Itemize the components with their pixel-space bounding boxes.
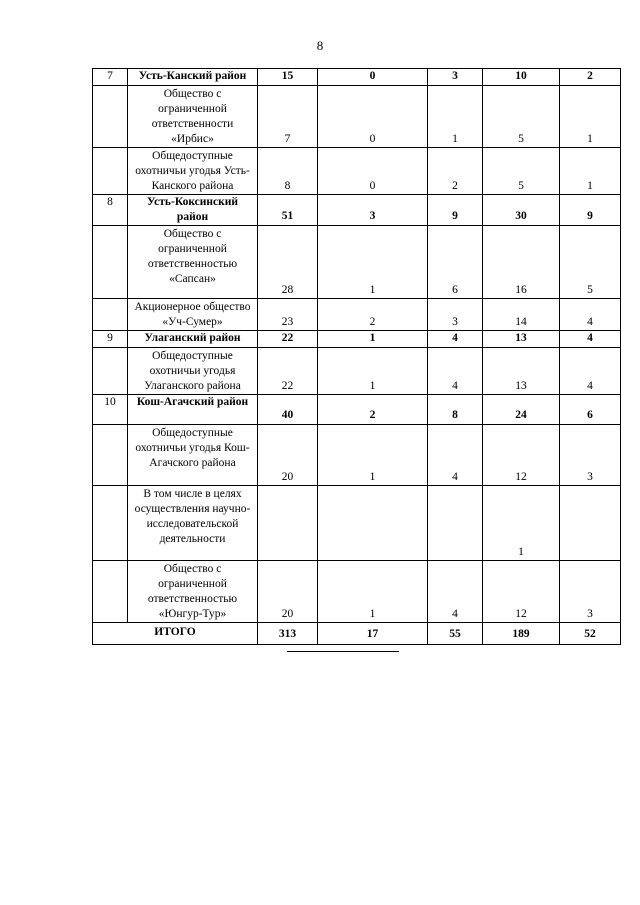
value-cell: 3 [318,195,428,226]
district-name: Улаганский район [128,331,258,348]
value-cell: 15 [258,69,318,86]
value-cell: 16 [483,226,560,299]
value-cell [560,486,621,561]
organization-name: Общество с ограниченной ответственностью «Сапсан» [128,226,258,299]
value-cell: 1 [318,425,428,486]
row-number [93,299,128,331]
value-cell: 5 [483,86,560,148]
value-cell: 14 [483,299,560,331]
value-cell: 2 [318,395,428,425]
total-label: ИТОГО [93,623,258,645]
organization-name: Общество с ограниченной ответственности «Ирбис» [128,86,258,148]
value-cell: 22 [258,331,318,348]
value-cell: 4 [428,561,483,623]
row-number [93,561,128,623]
value-cell [258,486,318,561]
row-number [93,148,128,195]
value-cell: 5 [483,148,560,195]
value-cell: 40 [258,395,318,425]
page-number: 8 [316,38,324,53]
value-cell: 4 [560,299,621,331]
district-row [93,195,621,226]
value-cell: 8 [428,395,483,425]
total-value: 52 [560,623,621,645]
value-cell: 3 [428,299,483,331]
value-cell: 3 [560,561,621,623]
row-number [93,486,128,561]
organization-row [93,561,621,623]
organization-name: В том числе в целях осуществления научно-исследовательской деятельности [128,486,258,561]
total-value: 313 [258,623,318,645]
hunting-quota-table [92,68,621,645]
value-cell: 51 [258,195,318,226]
organization-name: Общедоступные охотничьи угодья Кош-Агачского района [128,425,258,486]
value-cell: 0 [318,86,428,148]
value-cell: 23 [258,299,318,331]
organization-row [93,348,621,395]
organization-name: Общедоступные охотничьи угодья Усть-Канского района [128,148,258,195]
value-cell: 6 [428,226,483,299]
value-cell: 2 [428,148,483,195]
value-cell: 20 [258,561,318,623]
value-cell: 1 [318,331,428,348]
value-cell: 2 [318,299,428,331]
value-cell: 3 [560,425,621,486]
total-value: 55 [428,623,483,645]
district-name: Усть-Канский район [128,69,258,86]
row-number: 10 [93,395,128,425]
organization-row [93,299,621,331]
district-row [93,331,621,348]
organization-row [93,425,621,486]
value-cell: 4 [428,331,483,348]
value-cell: 0 [318,148,428,195]
row-number [93,86,128,148]
value-cell: 6 [560,395,621,425]
value-cell: 10 [483,69,560,86]
organization-name: Общедоступные охотничьи угодья Улаганского района [128,348,258,395]
value-cell: 12 [483,561,560,623]
value-cell: 1 [318,226,428,299]
value-cell: 9 [428,195,483,226]
value-cell: 20 [258,425,318,486]
value-cell: 13 [483,348,560,395]
row-number: 7 [93,69,128,86]
value-cell: 30 [483,195,560,226]
district-row [93,69,621,86]
organization-row [93,86,621,148]
value-cell: 1 [428,86,483,148]
value-cell [318,486,428,561]
closing-rule [287,651,399,652]
row-number: 8 [93,195,128,226]
value-cell: 28 [258,226,318,299]
organization-name: Общество с ограниченной ответственностью «Юнгур-Тур» [128,561,258,623]
value-cell: 24 [483,395,560,425]
value-cell: 22 [258,348,318,395]
row-number: 9 [93,331,128,348]
value-cell: 1 [483,486,560,561]
row-number [93,348,128,395]
value-cell: 9 [560,195,621,226]
district-row [93,395,621,425]
total-value: 17 [318,623,428,645]
organization-row [93,148,621,195]
value-cell: 1 [318,561,428,623]
value-cell: 7 [258,86,318,148]
value-cell: 1 [318,348,428,395]
value-cell: 5 [560,226,621,299]
value-cell: 12 [483,425,560,486]
total-value: 189 [483,623,560,645]
value-cell: 2 [560,69,621,86]
value-cell: 1 [560,148,621,195]
organization-name: Акционерное общество «Уч-Сумер» [128,299,258,331]
value-cell: 1 [560,86,621,148]
value-cell: 4 [428,425,483,486]
value-cell: 3 [428,69,483,86]
total-row [93,623,621,645]
value-cell: 0 [318,69,428,86]
value-cell [428,486,483,561]
value-cell: 8 [258,148,318,195]
value-cell: 4 [560,331,621,348]
organization-row [93,226,621,299]
value-cell: 13 [483,331,560,348]
row-number [93,425,128,486]
value-cell: 4 [560,348,621,395]
row-number [93,226,128,299]
organization-row [93,486,621,561]
value-cell: 4 [428,348,483,395]
district-name: Усть-Коксинский район [128,195,258,226]
district-name: Кош-Агачский район [128,395,258,425]
